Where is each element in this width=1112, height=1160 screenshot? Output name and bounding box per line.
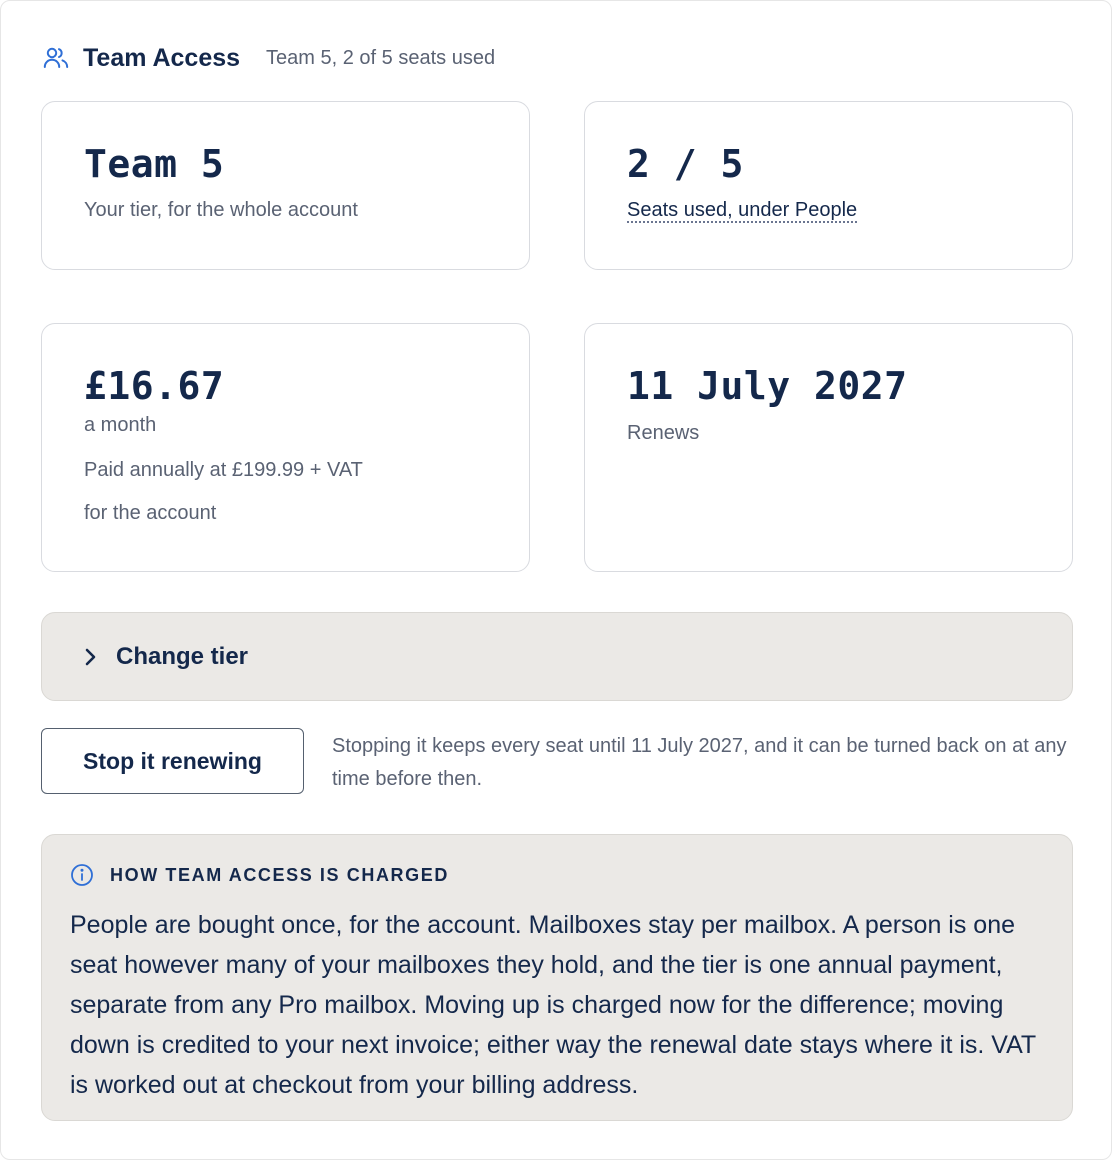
tier-card xyxy=(41,101,530,270)
tier-caption: Your tier, for the whole account xyxy=(84,199,358,221)
info-title: HOW TEAM ACCESS IS CHARGED xyxy=(110,864,449,885)
seats-under-people-link[interactable]: Seats used, under People xyxy=(627,199,858,221)
chevron-right-icon xyxy=(84,646,102,668)
info-icon xyxy=(70,863,94,887)
stop-renewing-button[interactable]: Stop it renewing xyxy=(41,728,304,794)
billing-scope: for the account xyxy=(84,502,217,524)
change-tier-toggle[interactable] xyxy=(41,612,1073,701)
renewal-date: 11 July 2027 xyxy=(627,364,908,408)
billing-note: Paid annually at £199.99 + VAT xyxy=(84,459,363,481)
page-subtitle: Team 5, 2 of 5 seats used xyxy=(266,46,496,69)
renewal-card xyxy=(584,323,1073,572)
info-body: People are bought once, for the account. Mailboxes stay per mailbox. A person is one seat however many of your mailboxes they hold, and the tier is one annual payment, separate from any Pro mailbox. Moving up is charged now for the difference; moving down is credited to your next invoice; either way the renewal date stays where it is. VAT is worked out at checkout from your billing address. xyxy=(70,911,1036,1099)
section-header xyxy=(43,41,495,75)
price-period: a month xyxy=(84,414,157,436)
renewal-caption: Renews xyxy=(627,422,700,444)
page-title: Team Access xyxy=(83,43,241,72)
seats-value: 2 / 5 xyxy=(627,142,744,186)
stop-renewing-note: Stopping it keeps every seat until 11 July 2027, and it can be turned back on at any time before then. xyxy=(332,735,1067,790)
seats-card xyxy=(584,101,1073,270)
seats-caption-wrap xyxy=(627,199,857,222)
price-card xyxy=(41,323,530,572)
change-tier-label: Change tier xyxy=(116,642,249,670)
tier-value: Team 5 xyxy=(84,142,225,186)
info-header xyxy=(70,863,449,887)
people-icon xyxy=(43,45,69,71)
price-value: £16.67 xyxy=(84,364,225,408)
charging-info-box xyxy=(41,834,1073,1121)
